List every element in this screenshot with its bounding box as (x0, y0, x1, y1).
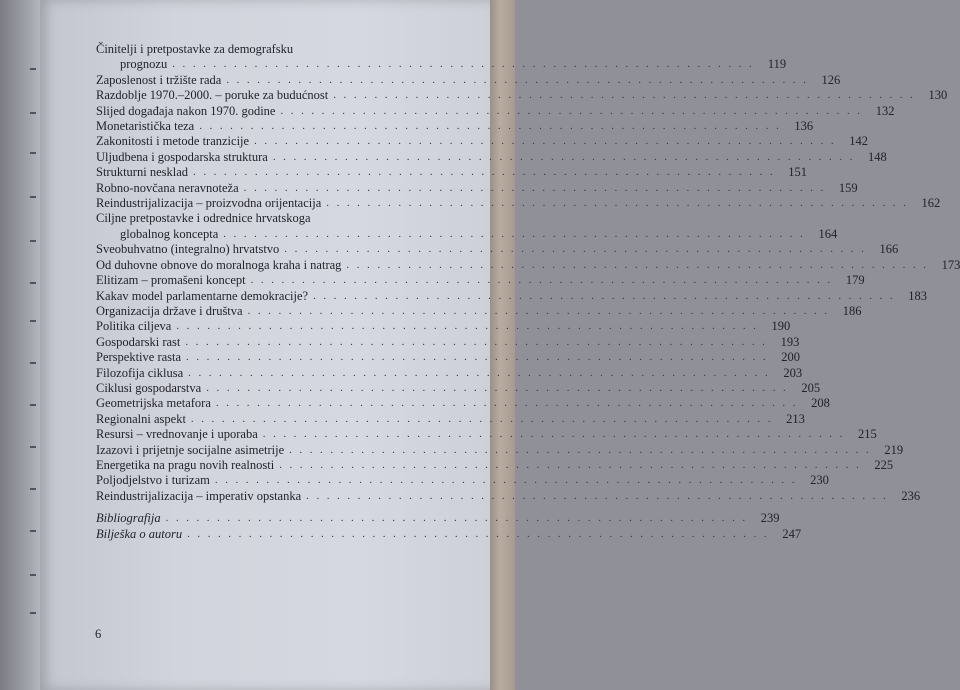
toc-entry (96, 365, 803, 381)
toc-dot-leader: . . . . . . . . . . . . . . . . . . . . . . . . . . . . . . . . . . . . . . . . . . . . . . . . . . . . . . . . . (226, 73, 809, 86)
toc-page-number: 148 (868, 149, 887, 164)
table-of-contents (96, 42, 960, 542)
toc-entry-title: Izazovi i prijetnje socijalne asimetrije (96, 442, 285, 457)
toc-dot-leader: . . . . . . . . . . . . . . . . . . . . . . . . . . . . . . . . . . . . . . . . . . . . . . . . . . . . . . . . . (193, 166, 775, 179)
binding-stitch-mark (30, 404, 36, 406)
binding-stitch-mark (30, 240, 36, 242)
toc-page-number: 164 (818, 226, 838, 241)
toc-dot-leader: . . . . . . . . . . . . . . . . . . . . . . . . . . . . . . . . . . . . . . . . . . . . . . . . . . . . . . . . . (333, 89, 916, 102)
binding-stitch-mark (30, 574, 36, 576)
toc-entry-title: prognozu (120, 57, 168, 72)
toc-entry (96, 427, 877, 442)
toc-entry (96, 442, 904, 458)
toc-entry (96, 457, 894, 473)
toc-dot-leader: . . . . . . . . . . . . . . . . . . . . . . . . . . . . . . . . . . . . . . . . . . . . . . . . . . . . . . . . . (280, 104, 863, 117)
toc-dot-leader: . . . . . . . . . . . . . . . . . . . . . . . . . . . . . . . . . . . . . . . . . . . . . . . . . . . . . . . . . (215, 397, 798, 410)
toc-entry-title: Ciklusi gospodarstva (96, 380, 202, 395)
toc-entry-title: Politika ciljeva (96, 319, 172, 334)
toc-entry (96, 103, 895, 119)
toc-page-number: 151 (788, 165, 807, 180)
toc-entry-title: Resursi – vrednovanje i uporaba (96, 427, 258, 442)
toc-page-number: 142 (849, 134, 869, 149)
toc-page-number: 219 (884, 442, 904, 457)
toc-entry-title: Strukturni nesklad (96, 165, 189, 180)
toc-entry (96, 380, 821, 396)
toc-page-number: 186 (842, 303, 862, 318)
toc-page-number: 132 (875, 103, 895, 118)
toc-entry-title: Gospodarski rast (96, 334, 181, 349)
toc-entry (96, 273, 865, 288)
toc-dot-leader: . . . . . . . . . . . . . . . . . . . . . . . . . . . . . . . . . . . . . . . . . . . . . . . . . . . . . . . . . (186, 351, 768, 364)
binding-stitch-mark (30, 530, 36, 532)
toc-page-number: 215 (857, 427, 877, 442)
toc-dot-leader: . . . . . . . . . . . . . . . . . . . . . . . . . . . . . . . . . . . . . . . . . . . . . . . . . . . . . . . . . (247, 304, 830, 317)
toc-dot-leader: . . . . . . . . . . . . . . . . . . . . . . . . . . . . . . . . . . . . . . . . . . . . . . . . . . . . . . . . . (188, 366, 771, 379)
toc-dot-leader: . . . . . . . . . . . . . . . . . . . . . . . . . . . . . . . . . . . . . . . . . . . . . . . . . . . . . . . . . (284, 243, 867, 256)
toc-entry-title: Monetaristička teza (96, 119, 195, 134)
toc-page-number: 183 (908, 288, 928, 303)
toc-page-number: 200 (781, 350, 800, 365)
toc-entry (96, 526, 802, 542)
toc-entry-title: Poljodjelstvo i turizam (96, 473, 210, 488)
toc-entry-title: Perspektive rasta (96, 350, 182, 365)
toc-entry (96, 57, 787, 72)
toc-entry-title: Ciljne pretpostavke i odrednice hrvatskoga (96, 211, 311, 226)
toc-entry (96, 211, 431, 226)
toc-entry (96, 257, 960, 273)
toc-dot-leader: . . . . . . . . . . . . . . . . . . . . . . . . . . . . . . . . . . . . . . . . . . . . . . . . . . . . . . . . . (176, 320, 759, 333)
toc-page-number: 208 (811, 396, 830, 411)
toc-entry (96, 134, 869, 149)
toc-entry-title: Energetika na pragu novih realnosti (96, 457, 275, 472)
toc-page-number: 239 (760, 511, 780, 526)
toc-dot-leader: . . . . . . . . . . . . . . . . . . . . . . . . . . . . . . . . . . . . . . . . . . . . . . . . . . . . . . . . . (214, 474, 797, 487)
toc-entry (96, 350, 800, 365)
toc-entry-title: Od duhovne obnove do moralnoga kraha i natrag (96, 257, 342, 272)
toc-page-number: 205 (801, 380, 821, 395)
toc-entry-title: Regionalni aspekt (96, 411, 186, 426)
toc-dot-leader: . . . . . . . . . . . . . . . . . . . . . . . . . . . . . . . . . . . . . . . . . . . . . . . . . . . . . . . . . (206, 381, 789, 394)
toc-dot-leader: . . . . . . . . . . . . . . . . . . . . . . . . . . . . . . . . . . . . . . . . . . . . . . . . . . . . . . . . . (272, 150, 855, 163)
binding-stitch-mark (30, 112, 36, 114)
toc-dot-leader: . . . . . . . . . . . . . . . . . . . . . . . . . . . . . . . . . . . . . . . . . . . . . . . . . . . . . . . . . (243, 181, 826, 194)
toc-page-number: 166 (879, 242, 899, 257)
toc-page-number: 213 (786, 411, 805, 426)
toc-entry (96, 196, 941, 211)
toc-dot-leader: . . . . . . . . . . . . . . . . . . . . . . . . . . . . . . . . . . . . . . . . . . . . . . . . . . . . . . . . . (165, 512, 748, 525)
toc-page-number: 136 (794, 119, 814, 134)
toc-page-number: 179 (845, 273, 865, 288)
toc-page-number: 159 (838, 180, 858, 195)
toc-page-number: 162 (921, 196, 941, 211)
binding-stitch-mark (30, 68, 36, 70)
toc-dot-leader: . . . . . . . . . . . . . . . . . . . . . . . . . . . . . . . . . . . . . . . . . . . . . . . . . . . . . . . . . (262, 428, 845, 441)
binding-stitch-mark (30, 320, 36, 322)
toc-dot-leader: . . . . . . . . . . . . . . . . . . . . . . . . . . . . . . . . . . . . . . . . . . . . . . . . . . . . . . . . . (190, 412, 773, 425)
toc-page-number: 119 (767, 57, 787, 72)
binding-stitch-mark (30, 612, 36, 614)
toc-dot-leader: . . . . . . . . . . . . . . . . . . . . . . . . . . . . . . . . . . . . . . . . . . . . . . . . . . . . . . . . . (250, 274, 833, 287)
toc-entry-title: Reindustrijalizacija – imperativ opstanka (96, 488, 302, 503)
toc-entry-title: globalnog koncepta (120, 226, 219, 241)
toc-entry (96, 119, 814, 134)
toc-dot-leader: . . . . . . . . . . . . . . . . . . . . . . . . . . . . . . . . . . . . . . . . . . . . . . . . . . . . . . . . . (185, 335, 768, 348)
toc-entry (96, 334, 800, 350)
toc-entry (96, 473, 829, 488)
toc-dot-leader: . . . . . . . . . . . . . . . . . . . . . . . . . . . . . . . . . . . . . . . . . . . . . . . . . . . . . . . . . (289, 443, 872, 456)
toc-entry-title: Slijed događaja nakon 1970. godine (96, 103, 276, 118)
toc-page-number: 230 (810, 473, 829, 488)
toc-entry (96, 488, 921, 504)
toc-entry (96, 288, 928, 304)
toc-entry (96, 88, 948, 103)
binding-stitch-mark (30, 488, 36, 490)
toc-entry-title: Kakav model parlamentarne demokracije? (96, 288, 309, 303)
toc-dot-leader: . . . . . . . . . . . . . . . . . . . . . . . . . . . . . . . . . . . . . . . . . . . . . . . . . . . . . . . . . (199, 120, 782, 133)
toc-entry-title: Reindustrijalizacija – proizvodna orijentacija (96, 196, 322, 211)
toc-entry (96, 511, 780, 526)
binding-stitch-mark (30, 362, 36, 364)
toc-dot-leader: . . . . . . . . . . . . . . . . . . . . . . . . . . . . . . . . . . . . . . . . . . . . . . . . . . . . . . . . . (172, 58, 755, 71)
page-number: 6 (95, 627, 102, 641)
toc-dot-leader: . . . . . . . . . . . . . . . . . . . . . . . . . . . . . . . . . . . . . . . . . . . . . . . . . . . . . . . . . (254, 135, 837, 148)
toc-entry (96, 149, 887, 165)
binding-stitch-mark (30, 196, 36, 198)
toc-page-number: 190 (771, 319, 791, 334)
toc-page-number: 130 (928, 88, 948, 103)
toc-entry-title: Robno-novčana neravnoteža (96, 180, 239, 195)
toc-entry-title: Sveobuhvatno (integralno) hrvatstvo (96, 242, 280, 257)
toc-dot-leader: . . . . . . . . . . . . . . . . . . . . . . . . . . . . . . . . . . . . . . . . . . . . . . . . . . . . . . . . . (306, 489, 889, 502)
toc-dot-leader: . . . . . . . . . . . . . . . . . . . . . . . . . . . . . . . . . . . . . . . . . . . . . . . . . . . . . . . . . (223, 227, 806, 240)
toc-entry-title: Filozofija ciklusa (96, 365, 184, 380)
toc-entry (96, 226, 838, 242)
toc-dot-leader: . . . . . . . . . . . . . . . . . . . . . . . . . . . . . . . . . . . . . . . . . . . . . . . . . . . . . . . . . (313, 289, 896, 302)
toc-entry-title: Elitizam – promašeni koncept (96, 273, 246, 288)
binding-stitch-mark (30, 152, 36, 154)
toc-entry (96, 180, 858, 196)
toc-entry-title: Razdoblje 1970.–2000. – poruke za budućnost (96, 88, 329, 103)
toc-page-number: 236 (901, 488, 921, 503)
toc-dot-leader: . . . . . . . . . . . . . . . . . . . . . . . . . . . . . . . . . . . . . . . . . . . . . . . . . . . . . . . . . (279, 458, 862, 471)
toc-entry (96, 242, 899, 257)
toc-entry (96, 396, 830, 411)
toc-entry (96, 411, 805, 427)
toc-entry-title: Geometrijska metafora (96, 396, 211, 411)
book-binding-edge (0, 0, 42, 690)
toc-entry (96, 72, 841, 88)
toc-entry-title: Bibliografija (96, 511, 161, 526)
toc-dot-leader: . . . . . . . . . . . . . . . . . . . . . . . . . . . . . . . . . . . . . . . . . . . . . . . . . . . . . . . . . (187, 527, 770, 540)
toc-dot-leader: . . . . . . . . . . . . . . . . . . . . . . . . . . . . . . . . . . . . . . . . . . . . . . . . . . . . . . . . . (326, 197, 909, 210)
toc-entry-title: Bilješka o autoru (96, 526, 183, 541)
toc-page-number: 173 (941, 257, 960, 272)
binding-stitch-mark (30, 282, 36, 284)
toc-entry-title: Činitelji i pretpostavke za demografsku (96, 42, 294, 56)
toc-entry (96, 303, 862, 319)
toc-entry-title: Organizacija države i društva (96, 303, 243, 318)
toc-page-number: 247 (782, 526, 802, 541)
toc-page-number: 225 (874, 457, 894, 472)
toc-page-number: 193 (780, 334, 800, 349)
toc-spacer (96, 504, 431, 511)
toc-entry-title: Uljudbena i gospodarska struktura (96, 149, 268, 164)
toc-page-number: 126 (821, 72, 841, 87)
toc-page-number: 203 (783, 365, 803, 380)
toc-entry (96, 165, 807, 180)
toc-dot-leader: . . . . . . . . . . . . . . . . . . . . . . . . . . . . . . . . . . . . . . . . . . . . . . . . . . . . . . . . . (346, 258, 929, 271)
binding-stitch-mark (30, 446, 36, 448)
toc-entry (96, 42, 431, 57)
toc-entry-title: Zaposlenost i tržište rada (96, 72, 222, 87)
toc-entry (96, 319, 791, 334)
toc-entry-title: Zakonitosti i metode tranzicije (96, 134, 250, 149)
